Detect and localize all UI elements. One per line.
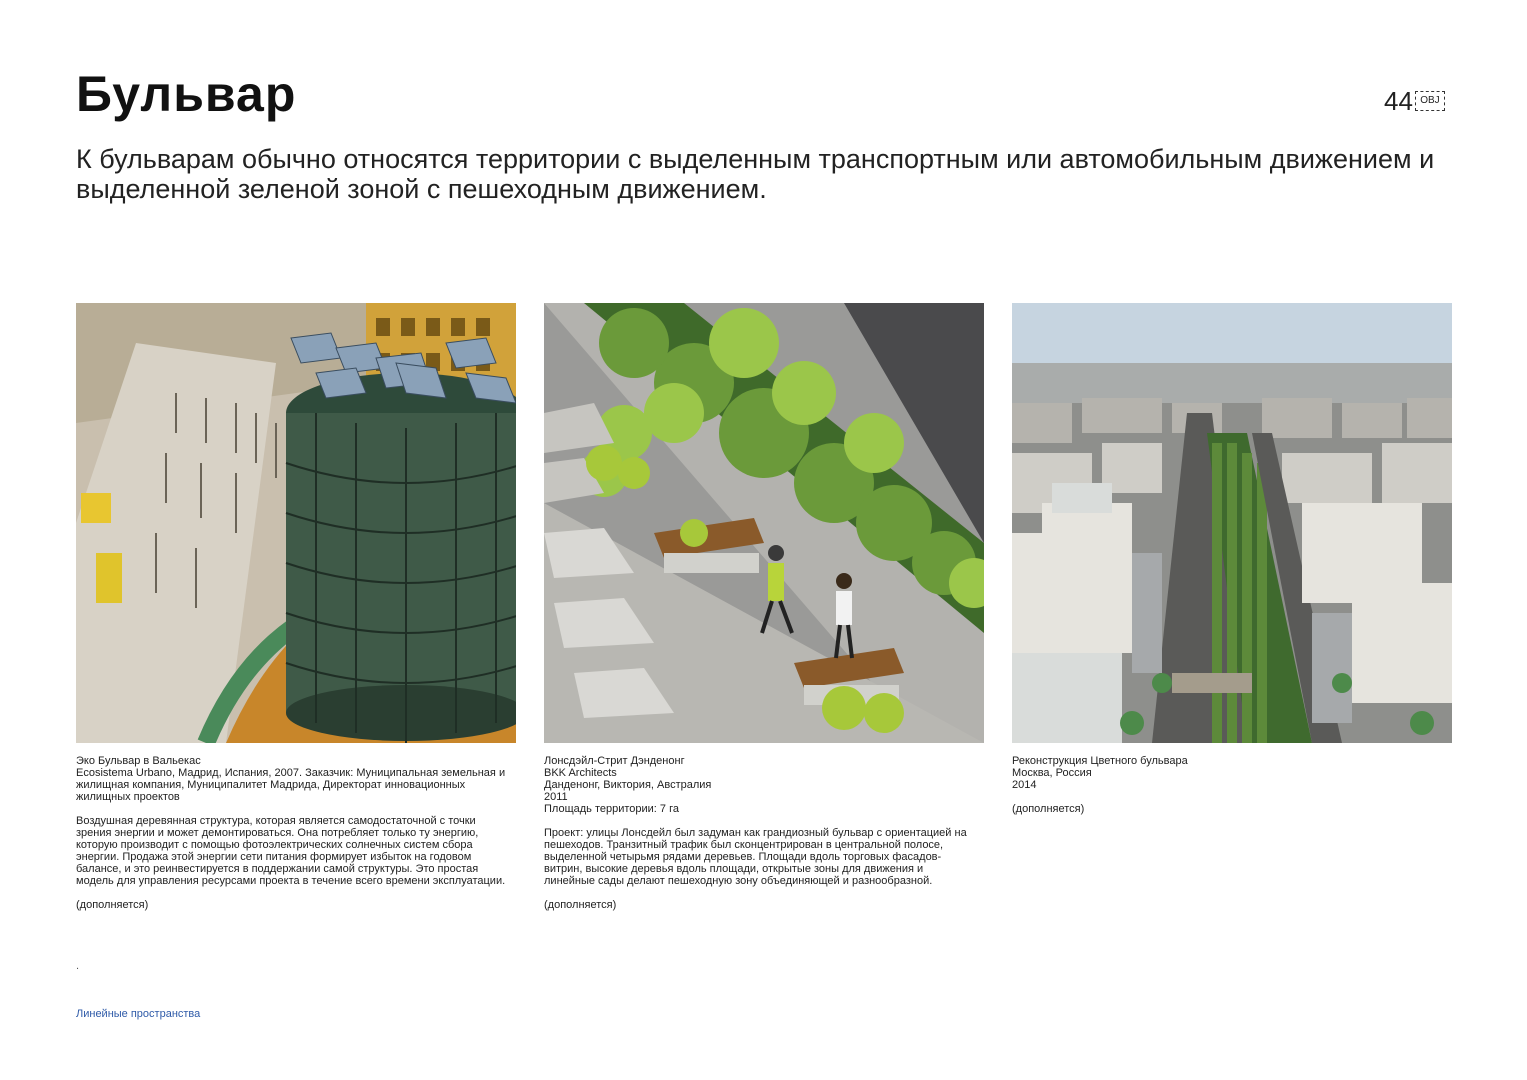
caption-note: (дополняется)	[544, 899, 617, 911]
lonsdale-street-illustration	[544, 303, 984, 743]
footer-section-label: Линейные пространства	[76, 1008, 201, 1020]
tsvetnoy-boulevard-photo	[1012, 303, 1452, 743]
caption-line: Лонсдэйл-Стрит Дэнденонг	[544, 755, 685, 767]
lonsdale-street-photo	[544, 303, 984, 743]
caption-tsvetnoy-boulevard	[1012, 755, 1442, 815]
caption-description: Воздушная деревянная структура, которая является самодостаточной с точки зрения энергии и может демонтироваться. Она потребляет только ту энергию, которую производит с помощью фотоэлектрических солнечных систем сбора энергии. Продажа этой энергии сети питания формирует избыток на годовом балансе, и это реинвестируется в поддержании самой структуры. Это простая модель для управления ресурсами проекта в течение всего времени эксплуатации.	[76, 815, 506, 887]
lead-paragraph: К бульварам обычно относятся территории с выделенным транспортным или автомобильным движением и выделенной зеленой зоной с пешеходным движением.	[76, 144, 1435, 204]
footer-dot: .	[76, 960, 80, 972]
caption-line: 2011	[544, 791, 568, 803]
caption-description: Проект: улицы Лонсдейл был задуман как грандиозный бульвар с ориентацией на пешеходов. Транзитный трафик был сконцентрирован в центральной полосе, выделенной четырьмя рядами деревьев. Площади вдоль торговых фасадов-витрин, высокие деревья вдоль площади, открытые зоны для движения и линейные сады делают пешеходную зону объединяющей и разнообразной.	[544, 827, 967, 887]
caption-line: Площадь территории: 7 га	[544, 803, 679, 815]
page-title: Бульвар	[76, 66, 297, 122]
caption-line: BKK Architects	[544, 767, 617, 779]
caption-line: Реконструкция Цветного бульвара	[1012, 755, 1188, 767]
object-placeholder-icon: OBJ	[1415, 91, 1445, 111]
caption-note: (дополняется)	[76, 899, 149, 911]
caption-line: Эко Бульвар в Вальекас	[76, 755, 201, 767]
tsvetnoy-boulevard-illustration	[1012, 303, 1452, 743]
caption-line: Москва, Россия	[1012, 767, 1092, 779]
caption-lonsdale-street	[544, 755, 974, 911]
eco-boulevard-illustration	[76, 303, 516, 743]
caption-line: 2014	[1012, 779, 1037, 791]
caption-line: Ecosistema Urbano, Мадрид, Испания, 2007. Заказчик: Муниципальная земельная и жилищная компания, Муниципалитет Мадрида, Директорат инновационных жилищных проектов	[76, 767, 506, 803]
caption-note: (дополняется)	[1012, 803, 1085, 815]
eco-boulevard-photo	[76, 303, 516, 743]
caption-eco-boulevard	[76, 755, 506, 911]
page-number-value: 44	[1384, 86, 1413, 116]
caption-line: Данденонг, Виктория, Австралия	[544, 779, 712, 791]
page-number	[1384, 86, 1445, 116]
